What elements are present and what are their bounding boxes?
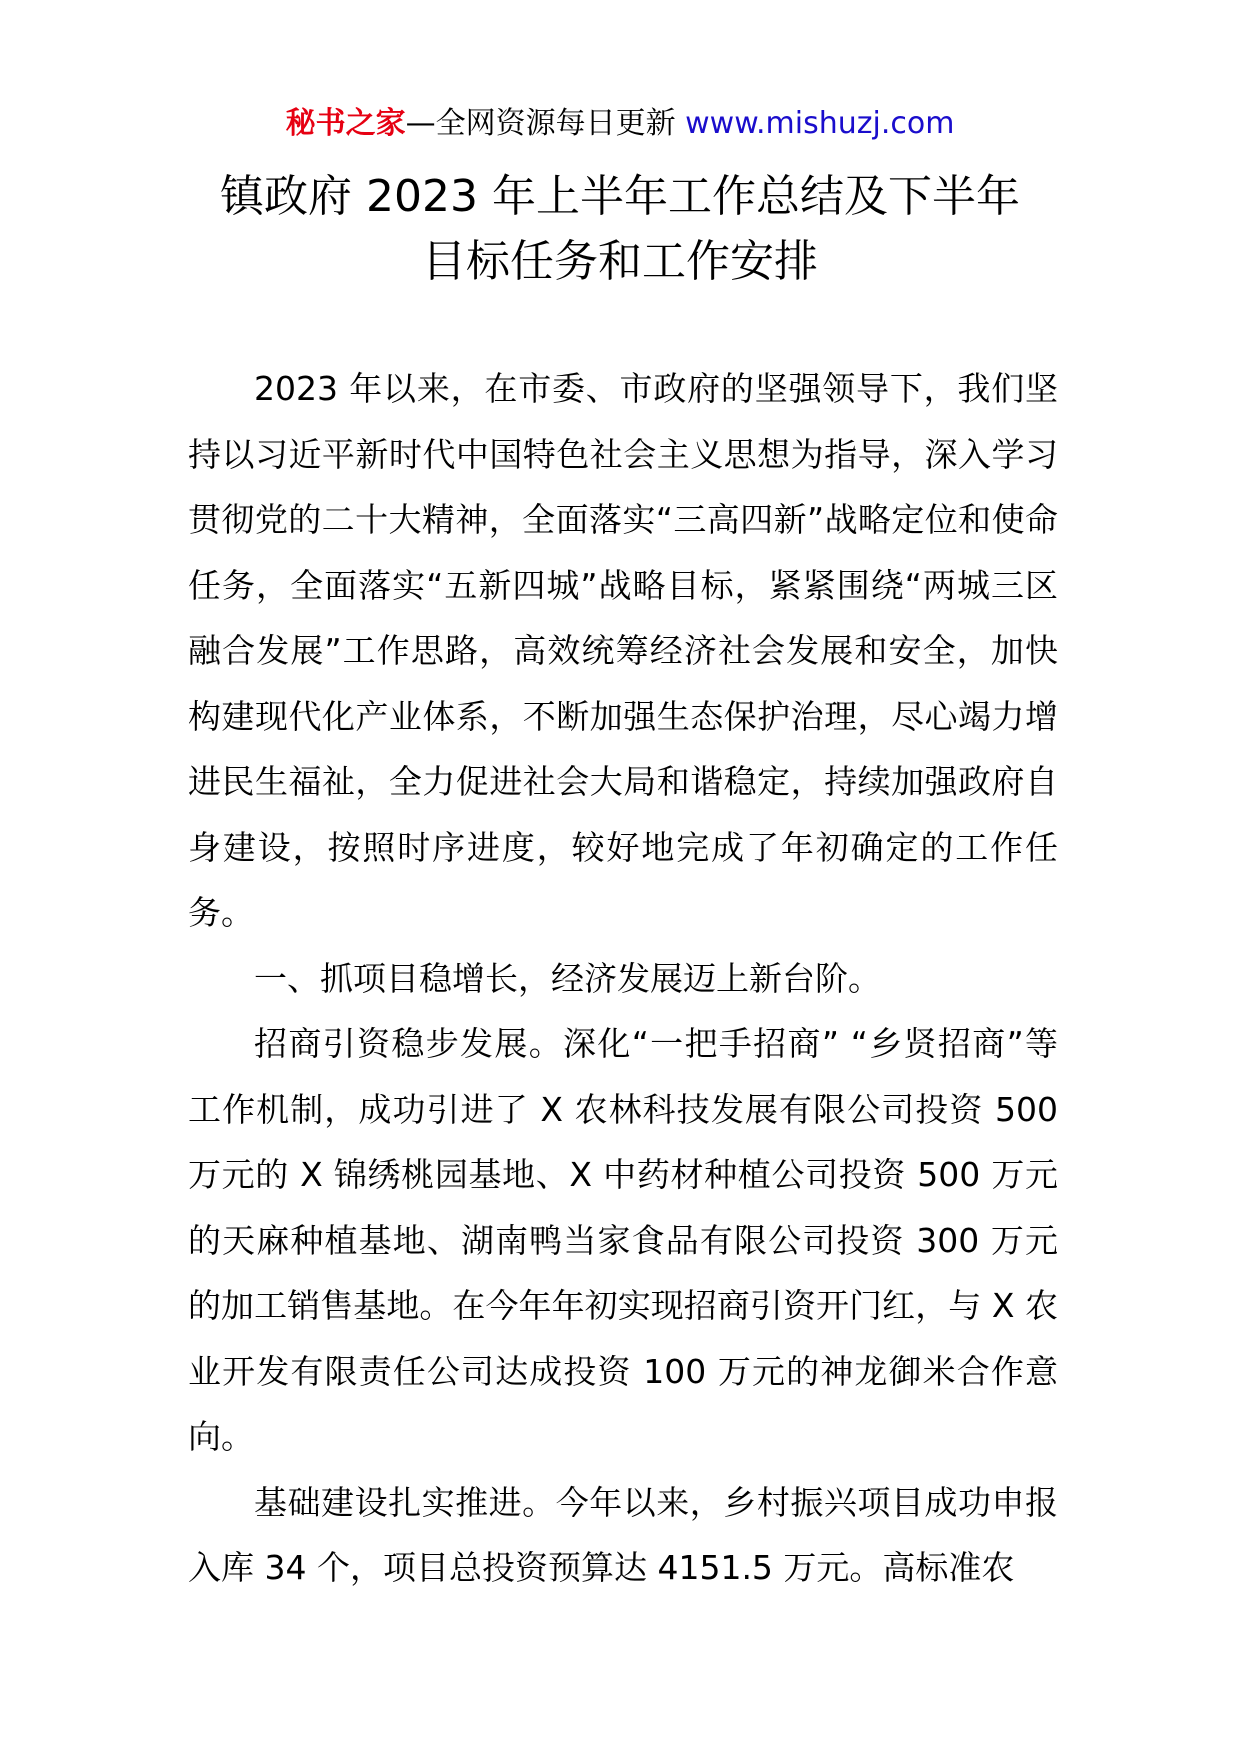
site-url-link[interactable]: www.mishuzj.com [685,106,955,141]
title-line-1: 镇政府 2023 年上半年工作总结及下半年 [220,171,1020,222]
document-body [188,356,1058,1601]
section-heading: 一、抓项目稳增长，经济发展迈上新台阶。 [254,958,881,998]
brand-name: 秘书之家 [285,106,406,141]
title-line-2: 目标任务和工作安排 [422,236,818,287]
paragraph-investment: 招商引资稳步发展。深化“一把手招商” “乡贤招商”等工作机制，成功引进了 X 农林科技发展有限公司投资 500 万元的 X 锦绣桃园基地、X 中药材种植公司投资 500 万元的天麻种植基地、湖南鸭当家食品有限公司投资 300 万元的加工销售基地。在今年年初实现招商引资开门红，与 X 农业开发有限责任公司达成投资 100 万元的神龙御米合作意向。 [188,1024,1058,1456]
paragraph-infrastructure: 基础建设扎实推进。今年以来，乡村振兴项目成功申报入库 34 个，项目总投资预算达 4151.5 万元。高标准农 [188,1482,1058,1587]
site-header [0,102,1240,146]
header-tagline: —全网资源每日更新 [405,106,686,141]
document-title [0,164,1240,294]
paragraph-intro: 2023 年以来，在市委、市政府的坚强领导下，我们坚持以习近平新时代中国特色社会主义思想为指导，深入学习贯彻党的二十大精神，全面落实“三高四新”战略定位和使命任务，全面落实“五新四城”战略目标，紧紧围绕“两城三区融合发展”工作思路，高效统筹经济社会发展和安全，加快构建现代化产业体系，不断加强生态保护治理，尽心竭力增进民生福祉，全力促进社会大局和谐稳定，持续加强政府自身建设，按照时序进度，较好地完成了年初确定的工作任务。 [188,369,1058,932]
